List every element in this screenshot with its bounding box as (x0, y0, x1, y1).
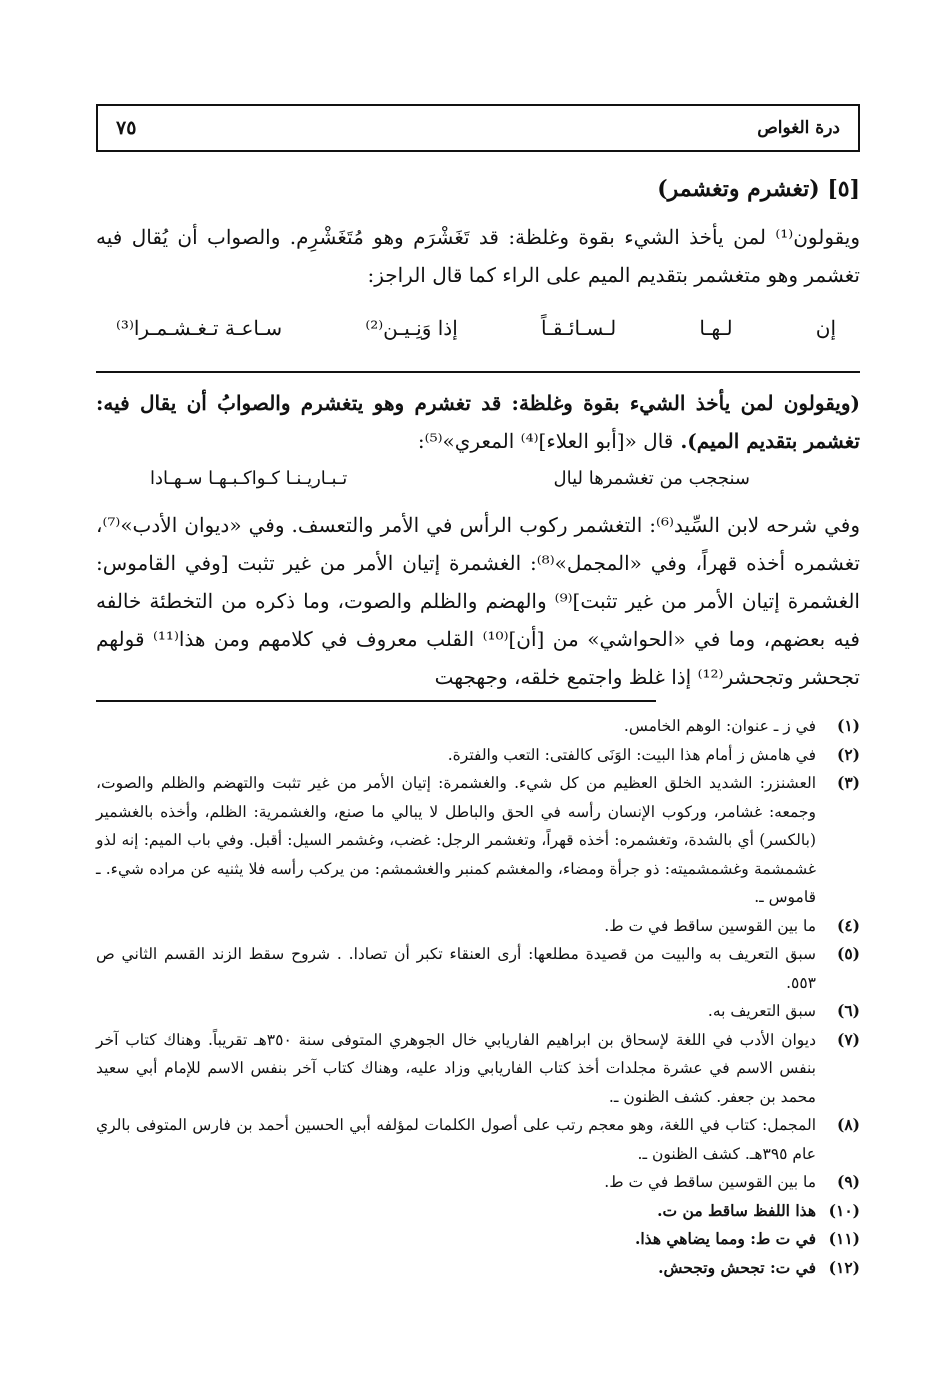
poem-verse-2-hemistich: سنججب من تغشمرها ليال (553, 468, 750, 489)
poem-verse-2 (150, 468, 750, 489)
footnote-text: سبق التعريف به والبيت من قصيدة مطلعها: أرى العنقاء تكبر أن تصادا. . شروح سقط الزند القسم الثاني ص ٥٥٣. (96, 945, 816, 992)
footnote-number: (٣) (836, 773, 860, 792)
footnote (96, 1111, 860, 1168)
poem-verse-1-part: لـهـا (699, 316, 733, 340)
footnote-text: في ز ـ عنوان: الوهم الخامس. (623, 717, 816, 735)
footnote-number: (٩) (836, 1172, 860, 1191)
footnote-number: (٢) (836, 744, 860, 764)
footnote-number: (١) (836, 716, 860, 735)
footnote (96, 1254, 860, 1283)
footnote-number: (١٢) (828, 1257, 860, 1277)
footnote (96, 940, 860, 997)
poem-verse-1-part: سـاعـة تـغـشـمـرا⁽³⁾ (116, 316, 283, 340)
footnote-number: (١١) (828, 1229, 860, 1248)
main-paragraph: ويقولون⁽¹⁾ لمن يأخذ الشيء بقوة وغلظة: قد تَغَشْرَم وهو مُتَغَشْرِم. والصواب أن يُقال فيه تغشمر وهو متغشمر بتقديم الميم على الراء كما قال الراجز: (96, 225, 860, 287)
footnote (96, 1026, 860, 1112)
commentary-quote-text: (ويقولون لمن يأخذ الشيء بقوة وغلظة: قد تغشرم وهو يتغشرم والصوابُ أن يقال فيه: تغشمر بتقديم الميم). (96, 391, 860, 453)
footnotes (96, 712, 860, 1282)
commentary-quote-attribution: قال «[أبو العلاء]⁽⁴⁾ المعري»⁽⁵⁾: (417, 429, 674, 453)
footnote (96, 741, 860, 770)
footnote-number: (١٠) (828, 1200, 860, 1220)
footnote-text: ما بين القوسين ساقط في ت ط. (604, 1173, 816, 1191)
footnote-number: (٨) (836, 1115, 860, 1134)
footnote-text: سبق التعريف به. (707, 1002, 816, 1020)
footnote (96, 1168, 860, 1197)
page-number: ٧٥ (116, 117, 137, 139)
poem-verse-1 (116, 316, 836, 340)
footnote-text: هذا اللفظ ساقط من ت. (657, 1200, 816, 1220)
footnote-text: ديوان الأدب في اللغة لإسحاق بن ابراهيم الفاريابي خال الجوهري المتوفى سنة ٣٥٠هـ تقريباً. وهناك كتاب آخر بنفس الاسم في عشرة مجلدات أخذ كتاب الفاريابي وزاد عليه، وهناك كتاب آخر بنفس الاسم للإمام أبي سعيد محمد بن جعفر. كشف الظنون ـ. (96, 1030, 816, 1106)
commentary-quote (96, 384, 860, 460)
poem-verse-2-hemistich: تـبـاريـنـا كـواكـبـهـا سـهـادا (150, 468, 348, 489)
footnote-number: (٦) (836, 1001, 860, 1020)
footnote-text: في ت ط: ومما يضاهي هذا. (634, 1229, 816, 1248)
footnote-text: المجمل: كتاب في اللغة، وهو معجم رتب على أصول الكلمات لمؤلفه أبي الحسين أحمد بن فارس المتوفى بالري عام ٣٩٥هـ. كشف الظنون ـ. (96, 1116, 816, 1163)
footnote-text: العشنزر: الشديد الخلق العظيم من كل شيء. والغشمرة: إتيان الأمر من غير تثبت والتهضم والظلم والصوت، وجمعه: غشامر، وركوب الإنسان رأسه في الحق والباطل لا يبالي ما صنع، والغشمرية: الظلم، وأخذه بالغشمير (بالكسر) أي بالشدة، وتغشمره: أخذه قهراً، وتغشمر الرجل: غضب، وغشمر السيل: أقبل. وفي باب الميم: إنه لذو غشمشمة وغشمشميته: ذو جرأة ومضاء، والمغشم كمنبر والغشمشم: من يركب رأسه فلا يثنيه عن مراده شيء. ـ قاموس ـ. (96, 774, 816, 906)
footnote-text: ما بين القوسين ساقط في ت ط. (604, 916, 816, 935)
footnote (96, 769, 860, 912)
running-header (96, 104, 860, 152)
section-divider (96, 371, 860, 373)
footnote-text: في هامش ز أمام هذا البيت: الوَنَى كالفتى: التعب والفترة. (447, 745, 816, 764)
footnote (96, 712, 860, 741)
footnote (96, 1225, 860, 1254)
poem-verse-1-part: لـسـائـقـاً (540, 316, 617, 340)
footnote-text: في ت: تجحش وتجحش. (658, 1257, 816, 1277)
section-title: [٥] (تغشرم وتغشمر) (657, 176, 860, 202)
footnote (96, 912, 860, 941)
footnote-divider (96, 700, 656, 702)
footnote (96, 1197, 860, 1226)
commentary-paragraph: وفي شرحه لابن السِّيد⁽⁶⁾: التغشمر ركوب الرأس في الأمر والتعسف. وفي «ديوان الأدب»⁽⁷⁾، تغشمره أخذه قهراً، وفي «المجمل»⁽⁸⁾: الغشمرة إتيان الأمر من غير تثبت [وفي القاموس: الغشمرة إتيان الأمر من غير تثبت]⁽⁹⁾ والهضم والظلم والصوت، وما ذكره من التخطئة خالفه فيه بعضهم، وما في «الحواشي» من [أن]⁽¹⁰⁾ القلب معروف في كلامهم ومن هذا⁽¹¹⁾ قولهم تجحشر وتجحشر⁽¹²⁾ إذا غلظ واجتمع خلقه، وجهجهت (96, 513, 860, 689)
running-header-title: درة الغواص (757, 118, 840, 138)
footnote (96, 997, 860, 1026)
footnote-number: (٥) (836, 944, 860, 963)
footnote-number: (٧) (836, 1029, 860, 1049)
poem-verse-1-part: إذا وَنِـيـن⁽²⁾ (365, 316, 458, 340)
poem-verse-1-part: إن (815, 316, 836, 340)
footnote-number: (٤) (836, 915, 860, 935)
